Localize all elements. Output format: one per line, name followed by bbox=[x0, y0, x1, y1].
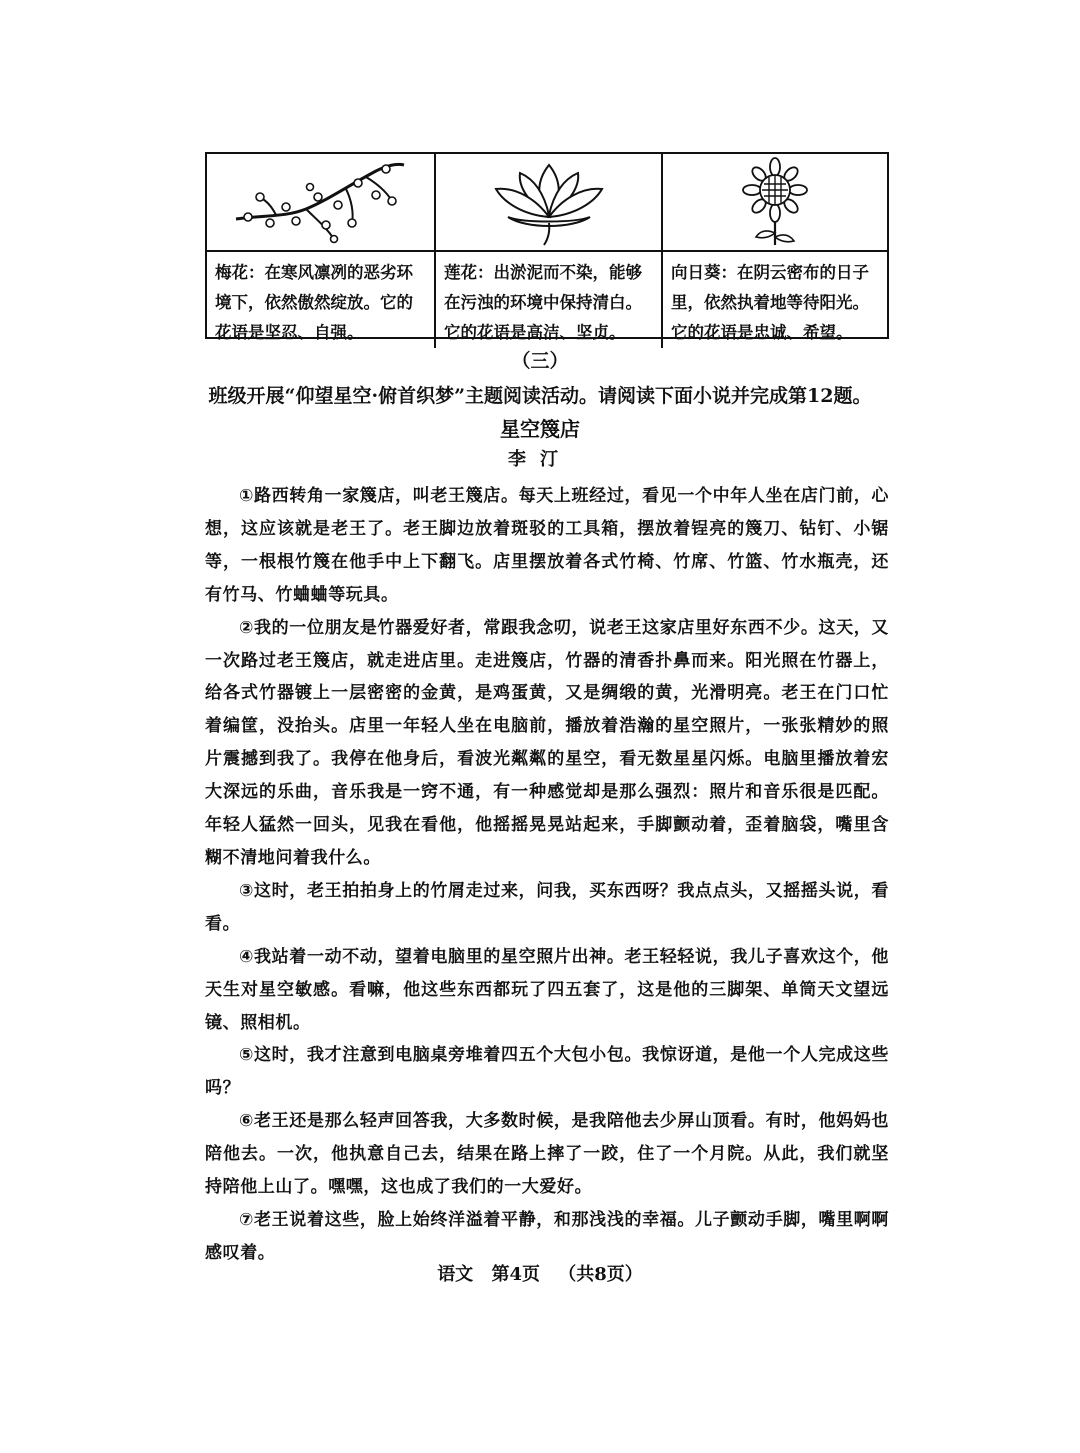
story-paragraph: ⑥老王还是那么轻声回答我，大多数时候，是我陪他去少屏山顶看。有时，他妈妈也陪他去。一次，他执意自己去，结果在路上摔了一跤，住了一个月院。从此，我们就坚持陪他上山了。嘿嘿，这也成了我们的一大爱好。 bbox=[205, 1111, 889, 1198]
flower-description bbox=[436, 252, 663, 348]
flower-name: 梅花： bbox=[215, 263, 265, 282]
sunflower-icon bbox=[730, 157, 820, 247]
flower-picture-cell bbox=[436, 154, 663, 252]
footer-subject: 语文 bbox=[437, 1264, 474, 1285]
story-body bbox=[205, 480, 889, 1270]
flower-name: 向日葵： bbox=[671, 263, 737, 282]
flower-text: 出淤泥而不染，能够在污浊的环境中保持清白。它的花语是高洁、坚贞。 bbox=[444, 263, 642, 342]
story-paragraph: ⑤这时，我才注意到电脑桌旁堆着四五个大包小包。我惊讶道，是他一个人完成这些吗？ bbox=[205, 1045, 889, 1099]
footer-total-pages: （共8页） bbox=[558, 1264, 643, 1285]
flower-picture-cell bbox=[207, 154, 436, 252]
story-author: 李汀 bbox=[508, 449, 572, 470]
story-paragraph: ③这时，老王拍拍身上的竹屑走过来，问我，买东西呀？我点点头，又摇摇头说，看看。 bbox=[205, 880, 889, 934]
story-paragraph: ④我站着一动不动，望着电脑里的星空照片出神。老王轻轻说，我儿子喜欢这个，他天生对星空敏感。看嘛，他这些东西都玩了四五套了，这是他的三脚架、单筒天文望远镜、照相机。 bbox=[205, 946, 889, 1033]
flower-table bbox=[205, 152, 889, 342]
page-footer bbox=[0, 1260, 1080, 1286]
story-paragraph: ①路西转角一家篾店，叫老王篾店。每天上班经过，看见一个中年人坐在店门前，心想，这应该就是老王了。老王脚边放着斑驳的工具箱，摆放着锃亮的篾刀、钻钉、小锯等，一根根竹篾在他手中上下翻飞。店里摆放着各式竹椅、竹席、竹篮、竹水瓶壳，还有竹马、竹蛐蛐等玩具。 bbox=[205, 486, 889, 605]
footer-page-number: 第4页 bbox=[491, 1264, 540, 1285]
flower-name: 莲花： bbox=[444, 263, 494, 282]
flower-description bbox=[207, 252, 436, 348]
section-number: （三） bbox=[511, 350, 569, 372]
reading-instruction: 班级开展“仰望星空·俯首织梦”主题阅读活动。请阅读下面小说并完成第12题。 bbox=[208, 385, 872, 407]
story-title: 星空篾店 bbox=[500, 417, 580, 441]
plum-blossom-icon bbox=[226, 157, 416, 247]
flower-picture-cell bbox=[663, 154, 887, 252]
flower-text: 在寒风凛冽的恶劣环境下，依然傲然绽放。它的花语是坚忍、自强。 bbox=[215, 263, 413, 342]
flower-description bbox=[663, 252, 887, 348]
story-paragraph: ②我的一位朋友是竹器爱好者，常跟我念叨，说老王这家店里好东西不少。这天，又一次路过老王篾店，就走进店里。走进篾店，竹器的清香扑鼻而来。阳光照在竹器上，给各式竹器镀上一层密密的金黄，是鸡蛋黄，又是绸缎的黄，光滑明亮。老王在门口忙着编筐，没抬头。店里一年轻人坐在电脑前，播放着浩瀚的星空照片，一张张精妙的照片震撼到我了。我停在他身后，看波光粼粼的星空，看无数星星闪烁。电脑里播放着宏大深远的乐曲，音乐我是一窍不通，有一种感觉却是那么强烈：照片和音乐很是匹配。年轻人猛然一回头，见我在看他，他摇摇晃晃站起来，手脚颤动着，歪着脑袋，嘴里含糊不清地问着我什么。 bbox=[205, 617, 889, 868]
lotus-icon bbox=[484, 157, 614, 247]
story-paragraph: ⑦老王说着这些，脸上始终洋溢着平静，和那浅浅的幸福。儿子颤动手脚，嘴里啊啊感叹着。 bbox=[205, 1209, 889, 1263]
flower-text: 在阴云密布的日子里，依然执着地等待阳光。它的花语是忠诚、希望。 bbox=[671, 263, 869, 342]
